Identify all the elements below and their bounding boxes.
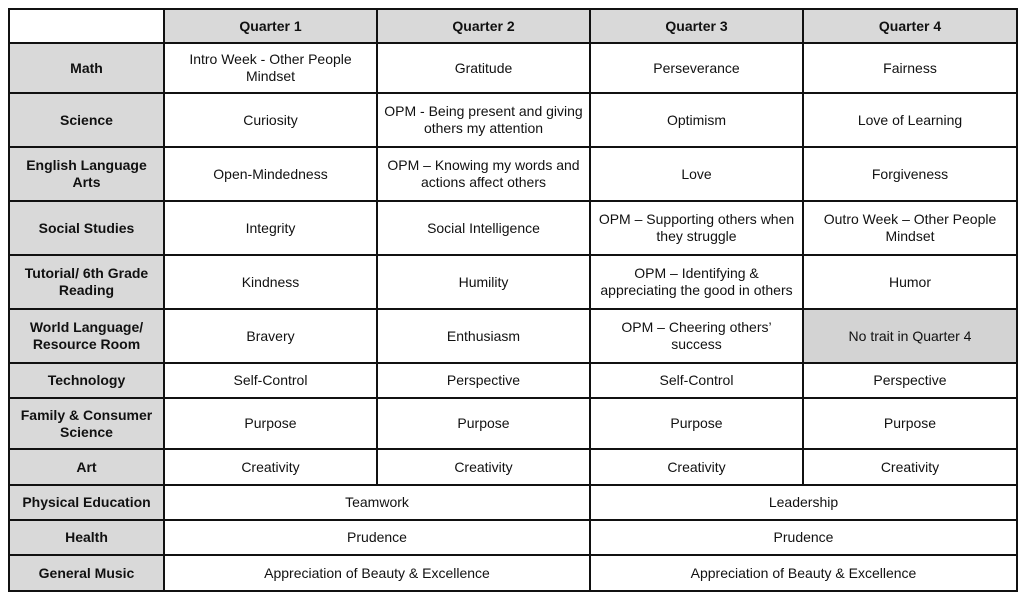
table-cell: Intro Week - Other People Mindset bbox=[164, 43, 377, 93]
column-header-quarter-3: Quarter 3 bbox=[590, 9, 803, 43]
column-header-quarter-1: Quarter 1 bbox=[164, 9, 377, 43]
row-header: English Language Arts bbox=[9, 147, 164, 201]
row-header: Technology bbox=[9, 363, 164, 398]
table-cell: Forgiveness bbox=[803, 147, 1017, 201]
table-cell: Self-Control bbox=[164, 363, 377, 398]
merged-cell: Prudence bbox=[590, 520, 1017, 555]
table-cell: Creativity bbox=[377, 449, 590, 485]
table-cell: Purpose bbox=[590, 398, 803, 449]
row-header: Health bbox=[9, 520, 164, 555]
table-cell: Perspective bbox=[803, 363, 1017, 398]
column-header-quarter-2: Quarter 2 bbox=[377, 9, 590, 43]
semester-row bbox=[9, 520, 1017, 555]
table-cell: Creativity bbox=[803, 449, 1017, 485]
column-header-quarter-4: Quarter 4 bbox=[803, 9, 1017, 43]
table-cell: Creativity bbox=[164, 449, 377, 485]
merged-cell: Prudence bbox=[164, 520, 590, 555]
table-cell: Optimism bbox=[590, 93, 803, 147]
table-row bbox=[9, 93, 1017, 147]
table-row bbox=[9, 449, 1017, 485]
merged-cell: Teamwork bbox=[164, 485, 590, 520]
table-row bbox=[9, 255, 1017, 309]
table-row bbox=[9, 201, 1017, 255]
table-cell: Humor bbox=[803, 255, 1017, 309]
row-header: World Language/ Resource Room bbox=[9, 309, 164, 363]
header-row bbox=[9, 9, 1017, 43]
table-cell: Self-Control bbox=[590, 363, 803, 398]
table-cell: OPM – Knowing my words and actions affect others bbox=[377, 147, 590, 201]
no-trait-cell: No trait in Quarter 4 bbox=[803, 309, 1017, 363]
table-cell: Purpose bbox=[803, 398, 1017, 449]
table-cell: OPM – Supporting others when they struggle bbox=[590, 201, 803, 255]
row-header: Family & Consumer Science bbox=[9, 398, 164, 449]
table-cell: Integrity bbox=[164, 201, 377, 255]
table-cell: Bravery bbox=[164, 309, 377, 363]
table-cell: Curiosity bbox=[164, 93, 377, 147]
trait-table bbox=[8, 8, 1018, 592]
row-header: Social Studies bbox=[9, 201, 164, 255]
table-cell: Love bbox=[590, 147, 803, 201]
table-row bbox=[9, 147, 1017, 201]
merged-cell: Appreciation of Beauty & Excellence bbox=[590, 555, 1017, 591]
table-cell: Social Intelligence bbox=[377, 201, 590, 255]
row-header: Science bbox=[9, 93, 164, 147]
table-cell: Enthusiasm bbox=[377, 309, 590, 363]
corner-cell bbox=[9, 9, 164, 43]
row-header: Physical Education bbox=[9, 485, 164, 520]
row-header: Math bbox=[9, 43, 164, 93]
table-cell: OPM – Cheering others’ success bbox=[590, 309, 803, 363]
merged-cell: Leadership bbox=[590, 485, 1017, 520]
table-row bbox=[9, 309, 1017, 363]
merged-cell: Appreciation of Beauty & Excellence bbox=[164, 555, 590, 591]
table-cell: Purpose bbox=[164, 398, 377, 449]
table-cell: OPM - Being present and giving others my attention bbox=[377, 93, 590, 147]
table-cell: Purpose bbox=[377, 398, 590, 449]
table-cell: Outro Week – Other People Mindset bbox=[803, 201, 1017, 255]
table-cell: Fairness bbox=[803, 43, 1017, 93]
table-cell: Humility bbox=[377, 255, 590, 309]
table-row bbox=[9, 43, 1017, 93]
table-row bbox=[9, 398, 1017, 449]
semester-row bbox=[9, 485, 1017, 520]
table-cell: Open-Mindedness bbox=[164, 147, 377, 201]
table-cell: Love of Learning bbox=[803, 93, 1017, 147]
row-header: General Music bbox=[9, 555, 164, 591]
row-header: Art bbox=[9, 449, 164, 485]
table-cell: Perspective bbox=[377, 363, 590, 398]
table-cell: Gratitude bbox=[377, 43, 590, 93]
table-cell: Creativity bbox=[590, 449, 803, 485]
row-header: Tutorial/ 6th Grade Reading bbox=[9, 255, 164, 309]
table-cell: Kindness bbox=[164, 255, 377, 309]
table-cell: Perseverance bbox=[590, 43, 803, 93]
table-cell: OPM – Identifying & appreciating the good in others bbox=[590, 255, 803, 309]
semester-row bbox=[9, 555, 1017, 591]
trait-schedule bbox=[8, 8, 1018, 592]
table-row bbox=[9, 363, 1017, 398]
